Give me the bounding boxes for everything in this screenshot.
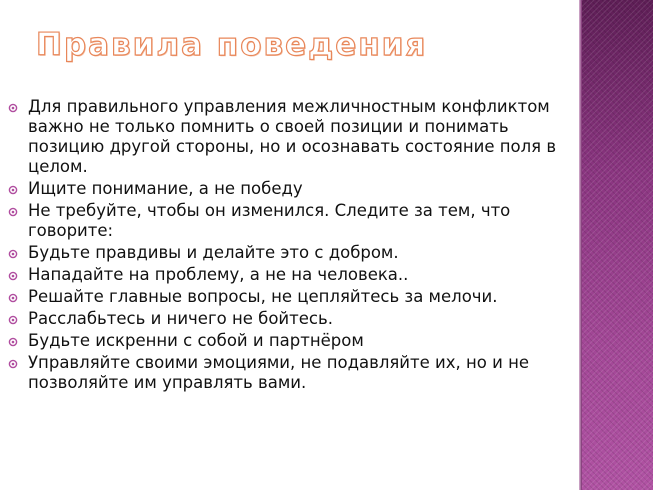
list-item-text: Будьте правдивы и делайте это с добром. [28, 243, 399, 262]
list-item [6, 243, 572, 263]
list-item-text: Не требуйте, чтобы он изменился. Следите за тем, что говорите: [28, 201, 511, 240]
list-item [6, 97, 572, 177]
ring-bullet-icon [8, 185, 18, 195]
list-item-text: Расслабьтесь и ничего не бойтесь. [28, 309, 333, 328]
decorative-side-band [582, 0, 653, 490]
list-item-text: Ищите понимание, а не победу [28, 179, 303, 198]
list-item-text: Будьте искренни с собой и партнёром [28, 331, 364, 350]
ring-bullet-icon [8, 249, 18, 259]
ring-bullet-icon [8, 337, 18, 347]
list-item-text: Решайте главные вопросы, не цепляйтесь за мелочи. [28, 287, 498, 306]
ring-bullet-icon [8, 103, 18, 113]
list-item-text: Для правильного управления межличностным конфликтом важно не только помнить о своей позиции и понимать позицию другой стороны, но и осознавать состояние поля в целом. [28, 97, 557, 176]
list-item-text: Управляйте своими эмоциями, не подавляйте их, но и не позволяйте им управлять вами. [28, 353, 530, 392]
ring-bullet-icon [8, 315, 18, 325]
list-item [6, 265, 572, 285]
ring-bullet-icon [8, 271, 18, 281]
ring-bullet-icon [8, 293, 18, 303]
ring-bullet-icon [8, 359, 18, 369]
slide-title: Правила поведения [36, 27, 428, 63]
list-item [6, 201, 572, 241]
list-item [6, 331, 572, 351]
list-item [6, 309, 572, 329]
bullet-list [6, 97, 572, 395]
ring-bullet-icon [8, 207, 18, 217]
list-item [6, 179, 572, 199]
list-item [6, 353, 572, 393]
list-item-text: Нападайте на проблему, а не на человека.. [28, 265, 409, 284]
list-item [6, 287, 572, 307]
